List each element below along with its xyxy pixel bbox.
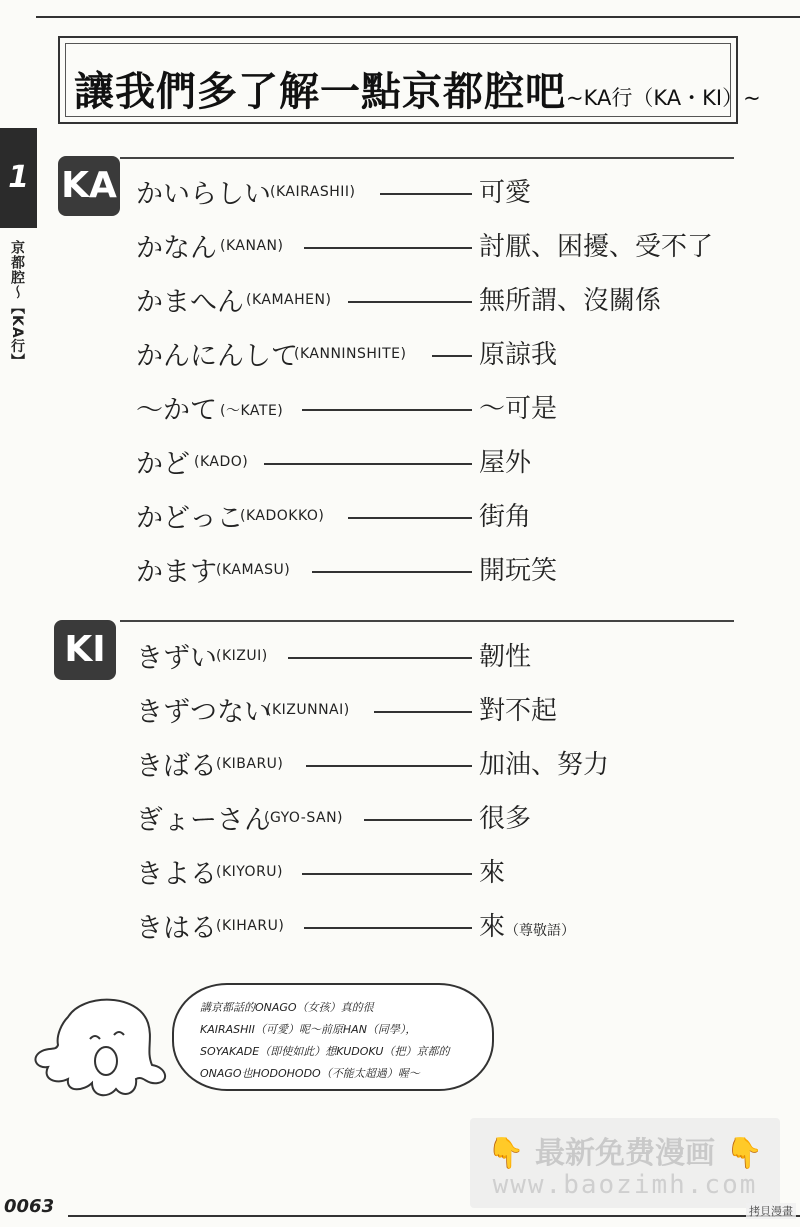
watermark-title — [470, 1128, 780, 1172]
entry-meaning-text: 屋外 — [479, 448, 532, 478]
speech-line: ONAGO也HODOHODO（不能太超過）喔～ — [200, 1067, 420, 1080]
speech-line: 講京都話的ONAGO（女孩）真的很 — [200, 1001, 374, 1014]
entry-romaji: (～KATE) — [220, 403, 284, 419]
entry-meaning-text: 街角 — [479, 502, 532, 532]
page-title-sub: ~KA行（KA・KI）~ — [566, 86, 761, 110]
entry-japanese: かど — [136, 449, 190, 480]
list-item — [136, 550, 736, 590]
speech-line: SOYAKADE（即使如此）想KUDOKU（把）京都的 — [200, 1045, 450, 1058]
entry-leader-line — [302, 409, 472, 411]
ki-section-rule — [120, 620, 734, 622]
entry-romaji: (KAMASU) — [216, 562, 291, 578]
entry-meaning-text: 可愛 — [479, 178, 532, 208]
entry-leader-line — [374, 711, 472, 713]
entry-romaji: (KIHARU) — [216, 918, 285, 934]
chapter-label: 京都腔～【KA行】 — [9, 240, 25, 369]
entry-romaji: (GYO-SAN) — [264, 810, 344, 826]
list-item — [136, 852, 736, 892]
entry-leader-line — [380, 193, 472, 195]
entry-leader-line — [306, 765, 472, 767]
page-number: 0063 — [4, 1196, 55, 1217]
page-title-main: 讓我們多了解一點京都腔吧 — [74, 69, 566, 115]
entry-romaji: (KAIRASHII) — [270, 184, 356, 200]
list-item — [136, 172, 736, 212]
entry-romaji: (KIYORU) — [216, 864, 284, 880]
list-item — [136, 798, 736, 838]
entry-meaning — [479, 442, 531, 479]
chapter-number: 1 — [8, 160, 29, 195]
entry-leader-line — [288, 657, 472, 659]
entry-leader-line — [364, 819, 472, 821]
entry-meaning-text: 對不起 — [479, 696, 558, 726]
entry-romaji: (KAMAHEN) — [246, 292, 332, 308]
entry-japanese: きずつない — [136, 697, 271, 728]
entry-japanese: かます — [136, 557, 217, 588]
entry-meaning-text: 原諒我 — [479, 340, 558, 370]
watermark-url: www.baozimh.com — [492, 1170, 758, 1200]
entry-meaning — [479, 226, 713, 263]
entry-meaning — [479, 172, 531, 209]
entry-meaning — [479, 334, 557, 371]
entry-japanese: かなん — [136, 233, 217, 264]
ka-section-badge: KA — [58, 156, 120, 216]
entry-meaning — [479, 852, 505, 889]
top-rule — [36, 16, 800, 18]
list-item — [136, 636, 736, 676]
entry-japanese: かまへん — [136, 287, 244, 318]
entry-meaning-text: 韌性 — [479, 642, 532, 672]
speech-bubble-text — [200, 997, 490, 1085]
mascot-body — [35, 1000, 165, 1096]
watermark-title-text: 最新免费漫画 — [535, 1136, 715, 1171]
entry-leader-line — [348, 301, 472, 303]
entry-meaning — [479, 798, 531, 835]
entry-japanese: ぎょーさん — [136, 805, 271, 836]
entry-meaning-text: 來 — [479, 912, 506, 942]
entry-japanese: きはる — [136, 913, 217, 944]
entry-leader-line — [302, 873, 472, 875]
entry-romaji: (KADO) — [194, 454, 249, 470]
entry-meaning — [479, 636, 531, 673]
entry-meaning — [479, 744, 609, 781]
list-item — [136, 280, 736, 320]
list-item — [136, 334, 736, 374]
list-item — [136, 906, 736, 946]
entry-meaning-text: 來 — [479, 858, 506, 888]
entry-leader-line — [304, 927, 472, 929]
bottom-rule — [68, 1215, 800, 1217]
entry-japanese: かどっこ — [136, 503, 244, 534]
entry-meaning — [479, 280, 661, 317]
entry-leader-line — [432, 355, 472, 357]
list-item — [136, 744, 736, 784]
entry-meaning-text: ～可是 — [479, 394, 558, 424]
list-item — [136, 442, 736, 482]
corner-watermark: 拷貝漫畫 — [746, 1203, 796, 1219]
mascot-mouth — [95, 1047, 117, 1075]
list-item — [136, 496, 736, 536]
title-box — [58, 36, 761, 124]
mascot-character — [28, 995, 178, 1105]
entry-romaji: (KANNINSHITE) — [294, 346, 407, 362]
ki-section-badge: KI — [54, 620, 116, 680]
entry-meaning-note: （尊敬語） — [505, 923, 576, 939]
entry-meaning-text: 無所謂、沒關係 — [479, 286, 662, 316]
page-title — [74, 60, 761, 117]
pointing-hand-icon: 👇 — [725, 1136, 763, 1171]
entry-romaji: (KIBARU) — [216, 756, 284, 772]
entry-meaning — [479, 690, 557, 727]
entry-meaning-text: 討厭、困擾、受不了 — [479, 232, 714, 262]
entry-leader-line — [348, 517, 472, 519]
entry-japanese: かんにんして — [136, 341, 298, 372]
entry-leader-line — [312, 571, 472, 573]
list-item — [136, 690, 736, 730]
pointing-hand-icon: 👇 — [487, 1136, 525, 1171]
entry-meaning — [479, 906, 575, 943]
entry-meaning-text: 加油、努力 — [479, 750, 610, 780]
entry-romaji: (KIZUI) — [216, 648, 268, 664]
entry-japanese: きずい — [136, 643, 217, 674]
entry-meaning — [479, 496, 531, 533]
entry-meaning — [479, 550, 557, 587]
entry-japanese: かいらしい — [136, 179, 271, 210]
speech-line: KAIRASHII（可愛）呢～前原HAN（同學）， — [200, 1023, 417, 1036]
entry-romaji: (KANAN) — [220, 238, 284, 254]
entry-japanese: きよる — [136, 859, 217, 890]
entry-leader-line — [304, 247, 472, 249]
entry-romaji: (KADOKKO) — [240, 508, 325, 524]
entry-japanese: きばる — [136, 751, 217, 782]
entry-romaji: (KIZUNNAI) — [266, 702, 350, 718]
ka-section-rule — [120, 157, 734, 159]
entry-meaning-text: 開玩笑 — [479, 556, 558, 586]
entry-leader-line — [264, 463, 472, 465]
entry-meaning — [479, 388, 557, 425]
entry-meaning-text: 很多 — [479, 804, 532, 834]
list-item — [136, 226, 736, 266]
entry-japanese: ～かて — [136, 395, 217, 426]
list-item — [136, 388, 736, 428]
